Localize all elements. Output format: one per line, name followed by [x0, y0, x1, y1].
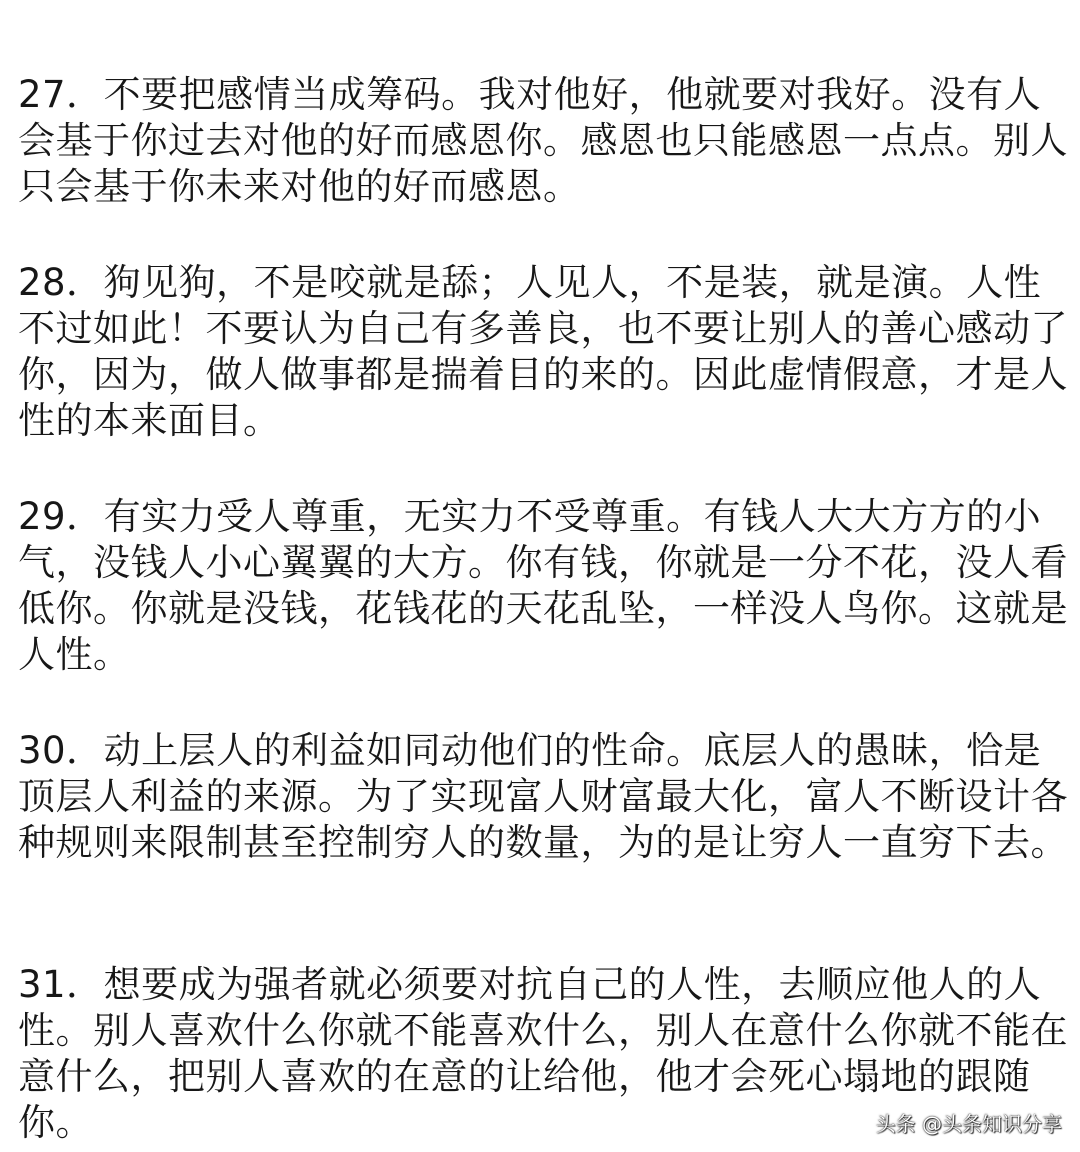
paragraph-30: 30．动上层人的利益如同动他们的性命。底层人的愚昧，恰是顶层人利益的来源。为了实现富人财富最大化，富人不断设计各种规则来限制甚至控制穷人的数量，为的是让穷人一直穷下去。: [18, 729, 1068, 864]
paragraph-28: 28．狗见狗，不是咬就是舔；人见人，不是装，就是演。人性不过如此！不要认为自己有多善良，也不要让别人的善心感动了你，因为，做人做事都是揣着目的来的。因此虚情假意，才是人性的本来面目。: [18, 261, 1068, 442]
paragraph-29: 29．有实力受人尊重，无实力不受尊重。有钱人大大方方的小气，没钱人小心翼翼的大方。你有钱，你就是一分不花，没人看低你。你就是没钱，花钱花的天花乱坠，一样没人鸟你。这就是人性。: [18, 495, 1068, 676]
paragraph-31: 31．想要成为强者就必须要对抗自己的人性，去顺应他人的人性。别人喜欢什么你就不能喜欢什么，别人在意什么你就不能在意什么，把别人喜欢的在意的让给他，他才会死心塌地的跟随你。: [18, 963, 1068, 1144]
watermark-text: 头条 @头条知识分享: [875, 1112, 1062, 1136]
paragraph-27: 27．不要把感情当成筹码。我对他好，他就要对我好。没有人会基于你过去对他的好而感恩你。感恩也只能感恩一点点。别人只会基于你未来对他的好而感恩。: [18, 73, 1068, 208]
